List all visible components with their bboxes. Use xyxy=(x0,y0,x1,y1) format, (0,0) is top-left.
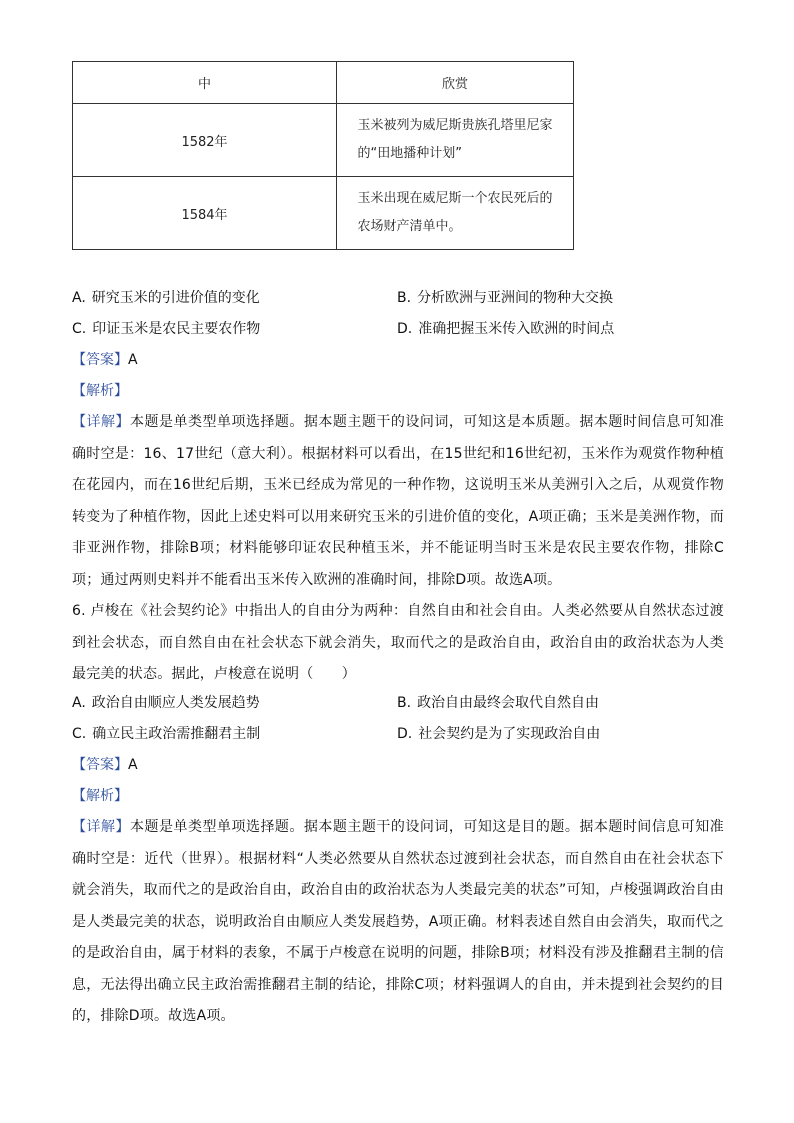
option-letter: A. xyxy=(72,290,86,306)
option-letter: B. xyxy=(397,695,412,711)
table-cell-line: 农场财产清单中。 xyxy=(357,219,462,234)
question-stem: 6. 卢梭在《社会契约论》中指出人的自由分为两种：自然自由和社会自由。人类必然要从自然状态过渡到社会状态，而自然自由在社会状态下就会消失，取而代之的是政治自由，政治自由的政治状态为人类最完美的状态。据此，卢梭意在说明（ ） xyxy=(72,603,724,682)
table-cell-line: 的“田地播种计划” xyxy=(357,146,462,161)
option-text: 政治自由最终会取代自然自由 xyxy=(417,695,600,711)
analysis-line xyxy=(72,381,128,402)
analysis-line xyxy=(72,786,128,807)
table-cell-year: 1582年 xyxy=(73,104,337,177)
option-b xyxy=(397,693,599,714)
option-a xyxy=(72,693,260,714)
material-table xyxy=(72,61,574,250)
answer-value: A xyxy=(128,352,138,368)
option-letter: B. xyxy=(397,290,412,306)
detail-paragraph xyxy=(72,812,724,1033)
option-text: 确立民主政治需推翻君主制 xyxy=(92,726,261,742)
option-text: 分析欧洲与亚洲间的物种大交换 xyxy=(417,290,614,306)
option-text: 研究玉米的引进价值的变化 xyxy=(91,290,260,306)
detail-label: 【详解】 xyxy=(72,414,130,430)
table-cell-year: 1584年 xyxy=(73,177,337,250)
option-text: 印证玉米是农民主要农作物 xyxy=(92,321,261,337)
analysis-label: 【解析】 xyxy=(72,383,128,399)
detail-paragraph xyxy=(72,407,724,596)
table-cell-event xyxy=(337,104,574,177)
table-cell-event xyxy=(337,177,574,250)
option-text: 社会契约是为了实现政治自由 xyxy=(418,726,601,742)
analysis-label: 【解析】 xyxy=(72,788,128,804)
table-cell-line: 玉米被列为威尼斯贵族孔塔里尼家 xyxy=(357,118,553,133)
option-text: 政治自由顺应人类发展趋势 xyxy=(91,695,260,711)
table-header-row xyxy=(73,62,574,104)
table-cell-line: 玉米出现在威尼斯一个农民死后的 xyxy=(357,191,553,206)
table-row xyxy=(73,177,574,250)
option-text: 准确把握玉米传入欧洲的时间点 xyxy=(418,321,615,337)
table-header-cell: 欣赏 xyxy=(337,62,574,104)
detail-text: 本题是单类型单项选择题。据本题主题干的设问词，可知这是目的题。据本题时间信息可知准确时空是：近代（世界）。根据材料“人类必然要从自然状态过渡到社会状态，而自然自由在社会状态下就会消失，取而代之的是政治自由，政治自由的政治状态为人类最完美的状态”可知，卢梭强调政治自由是人类最完美的状态，说明政治自由顺应人类发展趋势，A项正确。材料表述自然自由会消失，取而代之的是政治自由，属于材料的表象，不属于卢梭意在说明的问题，排除B项；材料没有涉及推翻君主制的信息，无法得出确立民主政治需推翻君主制的结论，排除C项；材料强调人的自由，并未提到社会契约的目的，排除D项。故选A项。 xyxy=(72,819,724,1024)
table-header-cell: 中 xyxy=(73,62,337,104)
option-c xyxy=(72,724,260,745)
answer-value: A xyxy=(128,757,138,773)
detail-label: 【详解】 xyxy=(72,819,130,835)
option-letter: C. xyxy=(72,726,87,742)
option-a xyxy=(72,288,260,309)
option-d xyxy=(397,319,614,340)
option-letter: A. xyxy=(72,695,86,711)
option-letter: D. xyxy=(397,726,413,742)
answer-line xyxy=(72,755,138,776)
table-row xyxy=(73,104,574,177)
option-letter: C. xyxy=(72,321,87,337)
option-d xyxy=(397,724,600,745)
answer-line xyxy=(72,350,138,371)
option-c xyxy=(72,319,260,340)
answer-label: 【答案】 xyxy=(72,757,128,773)
detail-text: 本题是单类型单项选择题。据本题主题干的设问词，可知这是本质题。据本题时间信息可知准确时空是：16、17世纪（意大利）。根据材料可以看出，在15世纪和16世纪初，玉米作为观赏作物种植在花园内，而在16世纪后期，玉米已经成为常见的一种作物，这说明玉米从美洲引入之后，从观赏作物转变为了种植作物，因此上述史料可以用来研究玉米的引进价值的变化，A项正确；玉米是美洲作物，而非亚洲作物，排除B项；材料能够印证农民种植玉米，并不能证明当时玉米是农民主要农作物，排除C项；通过两则史料并不能看出玉米传入欧洲的准确时间，排除D项。故选A项。 xyxy=(72,414,724,588)
option-letter: D. xyxy=(397,321,413,337)
option-b xyxy=(397,288,613,309)
answer-label: 【答案】 xyxy=(72,352,128,368)
